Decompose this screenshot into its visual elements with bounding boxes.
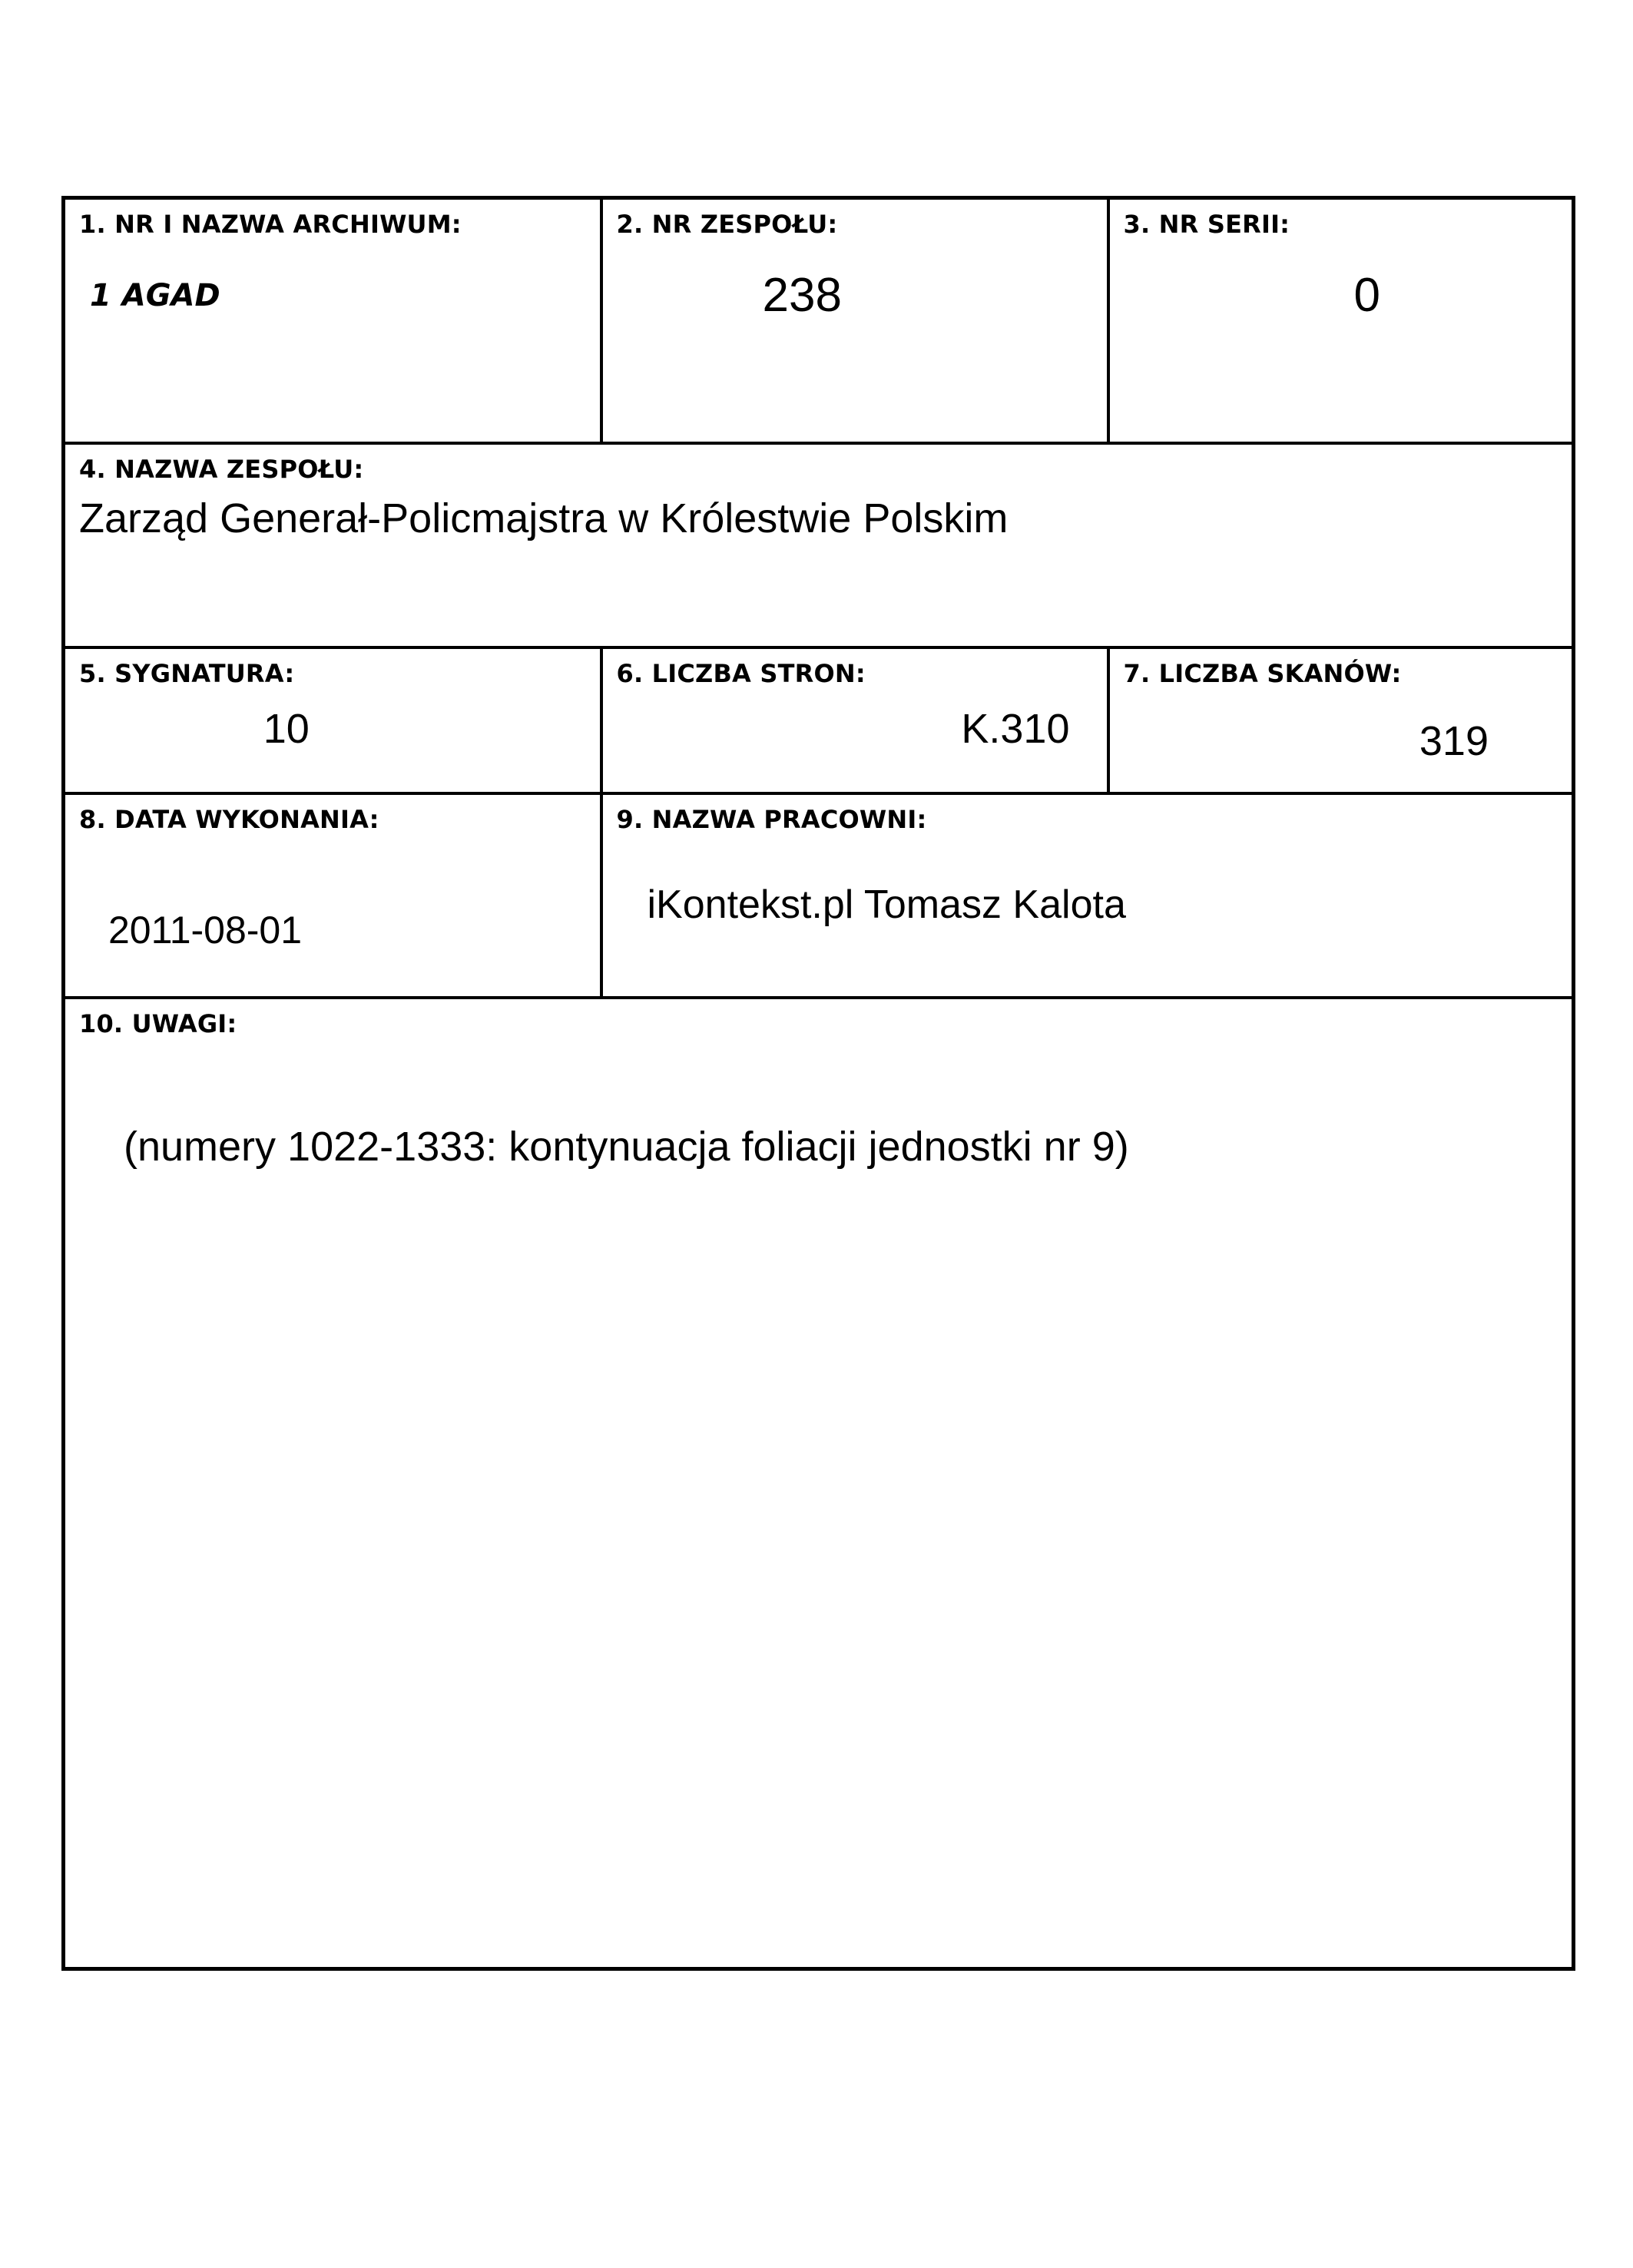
field-nr-serii [1110, 200, 1572, 442]
metadata-table [61, 196, 1575, 1971]
field-value-nr-serii: 0 [1353, 268, 1380, 322]
field-label: 8. DATA WYKONANIA: [79, 805, 379, 834]
field-label: 9. NAZWA PRACOWNI: [616, 805, 927, 834]
field-label: 2. NR ZESPOŁU: [616, 210, 838, 239]
field-label: 1. NR I NAZWA ARCHIWUM: [79, 210, 462, 239]
table-row [64, 793, 1574, 998]
field-value-data-wykonania: 2011-08-01 [108, 908, 303, 952]
field-label: 7. LICZBA SKANÓW: [1123, 659, 1402, 688]
field-value-archive: 1 AGAD [90, 277, 220, 313]
field-liczba-skanow [1110, 649, 1572, 792]
table-row [64, 198, 1574, 444]
field-nazwa-zespolu [65, 445, 1572, 646]
table-row [64, 647, 1574, 793]
table-row [64, 998, 1574, 1969]
field-value-nr-zespolu: 238 [762, 268, 842, 322]
field-value-liczba-skanow: 319 [1419, 717, 1489, 764]
field-nr-i-nazwa-archiwum [65, 200, 600, 442]
field-value-nazwa-zespolu: Zarząd Generał-Policmajstra w Królestwie Polskim [79, 495, 1009, 541]
field-label: 6. LICZBA STRON: [616, 659, 866, 688]
field-value-sygnatura: 10 [263, 705, 310, 752]
field-value-liczba-stron: K.310 [961, 705, 1070, 752]
field-nazwa-pracowni [603, 795, 1572, 996]
field-data-wykonania [65, 795, 600, 996]
field-label: 3. NR SERII: [1123, 210, 1290, 239]
field-label: 5. SYGNATURA: [79, 659, 295, 688]
field-liczba-stron [603, 649, 1107, 792]
field-uwagi [65, 999, 1572, 1967]
field-label: 10. UWAGI: [79, 1009, 237, 1038]
archival-metadata-sheet [61, 196, 1572, 1971]
field-nr-zespolu [603, 200, 1107, 442]
field-value-nazwa-pracowni: iKontekst.pl Tomasz Kalota [647, 882, 1126, 927]
field-label: 4. NAZWA ZESPOŁU: [79, 455, 364, 484]
field-value-uwagi: (numery 1022-1333: kontynuacja foliacji jednostki nr 9) [124, 1123, 1129, 1170]
table-row [64, 443, 1574, 647]
field-sygnatura [65, 649, 600, 792]
